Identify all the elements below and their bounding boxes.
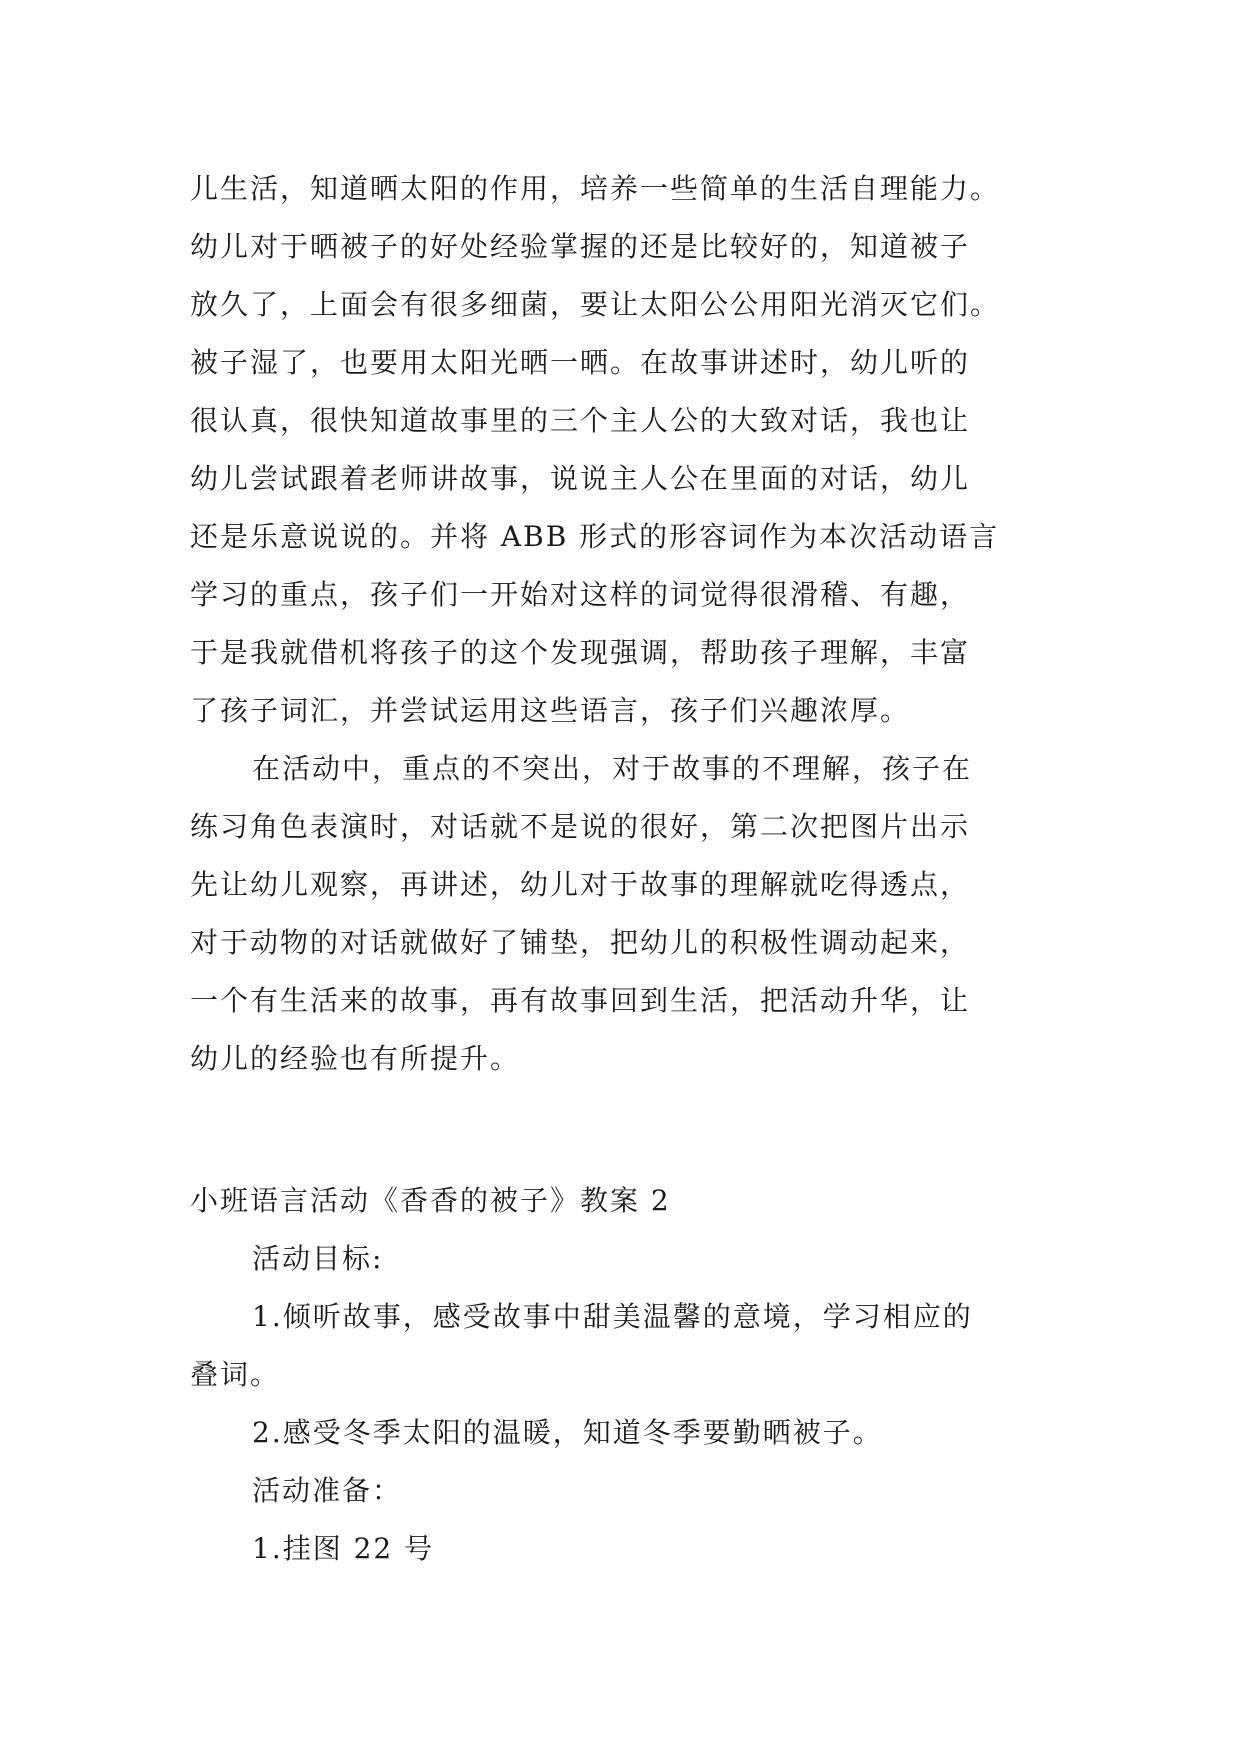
text-line: 对于动物的对话就做好了铺垫，把幼儿的积极性调动起来， bbox=[190, 926, 971, 959]
text-line: 儿生活，知道晒太阳的作用，培养一些简单的生活自理能力。 bbox=[190, 172, 1001, 205]
text-line: 幼儿的经验也有所提升。 bbox=[190, 1042, 521, 1075]
goals-heading: 活动目标: bbox=[252, 1242, 384, 1275]
text-line: 在活动中，重点的不突出，对于故事的不理解，孩子在 bbox=[252, 752, 973, 785]
text-line: 叠词。 bbox=[190, 1358, 281, 1391]
text-line: 了孩子词汇，并尝试运用这些语言，孩子们兴趣浓厚。 bbox=[190, 694, 911, 727]
document-body bbox=[190, 160, 1060, 1578]
reflection-paragraph-1 bbox=[190, 160, 1060, 740]
text-line: 练习角色表演时，对话就不是说的很好，第二次把图片出示 bbox=[190, 810, 971, 843]
text-line: 幼儿对于晒被子的好处经验掌握的还是比较好的，知道被子 bbox=[190, 230, 971, 263]
text-line: 1.倾听故事，感受故事中甜美温馨的意境，学习相应的 bbox=[252, 1300, 973, 1333]
text-line: 一个有生活来的故事，再有故事回到生活，把活动升华，让 bbox=[190, 984, 971, 1017]
text-line: 先让幼儿观察，再讲述，幼儿对于故事的理解就吃得透点， bbox=[190, 868, 971, 901]
text-line: 学习的重点，孩子们一开始对这样的词觉得很滑稽、有趣， bbox=[190, 578, 971, 611]
prep-item-1: 1.挂图 22 号 bbox=[252, 1532, 435, 1565]
goal-item-2: 2.感受冬季太阳的温暖，知道冬季要勤晒被子。 bbox=[252, 1416, 883, 1449]
text-line: 幼儿尝试跟着老师讲故事，说说主人公在里面的对话，幼儿 bbox=[190, 462, 971, 495]
text-line: 还是乐意说说的。并将 ABB 形式的形容词作为本次活动语言 bbox=[190, 520, 1000, 553]
prep-heading: 活动准备： bbox=[252, 1474, 403, 1507]
section-title: 小班语言活动《香香的被子》教案 2 bbox=[190, 1184, 671, 1217]
text-line: 于是我就借机将孩子的这个发现强调，帮助孩子理解，丰富 bbox=[190, 636, 971, 669]
goal-item-1 bbox=[190, 1288, 1060, 1404]
text-line: 放久了，上面会有很多细菌，要让太阳公公用阳光消灭它们。 bbox=[190, 288, 1001, 321]
section-gap bbox=[190, 1088, 1060, 1172]
text-line: 很认真，很快知道故事里的三个主人公的大致对话，我也让 bbox=[190, 404, 971, 437]
reflection-paragraph-2 bbox=[190, 740, 1060, 1088]
text-line: 被子湿了，也要用太阳光晒一晒。在故事讲述时，幼儿听的 bbox=[190, 346, 971, 379]
